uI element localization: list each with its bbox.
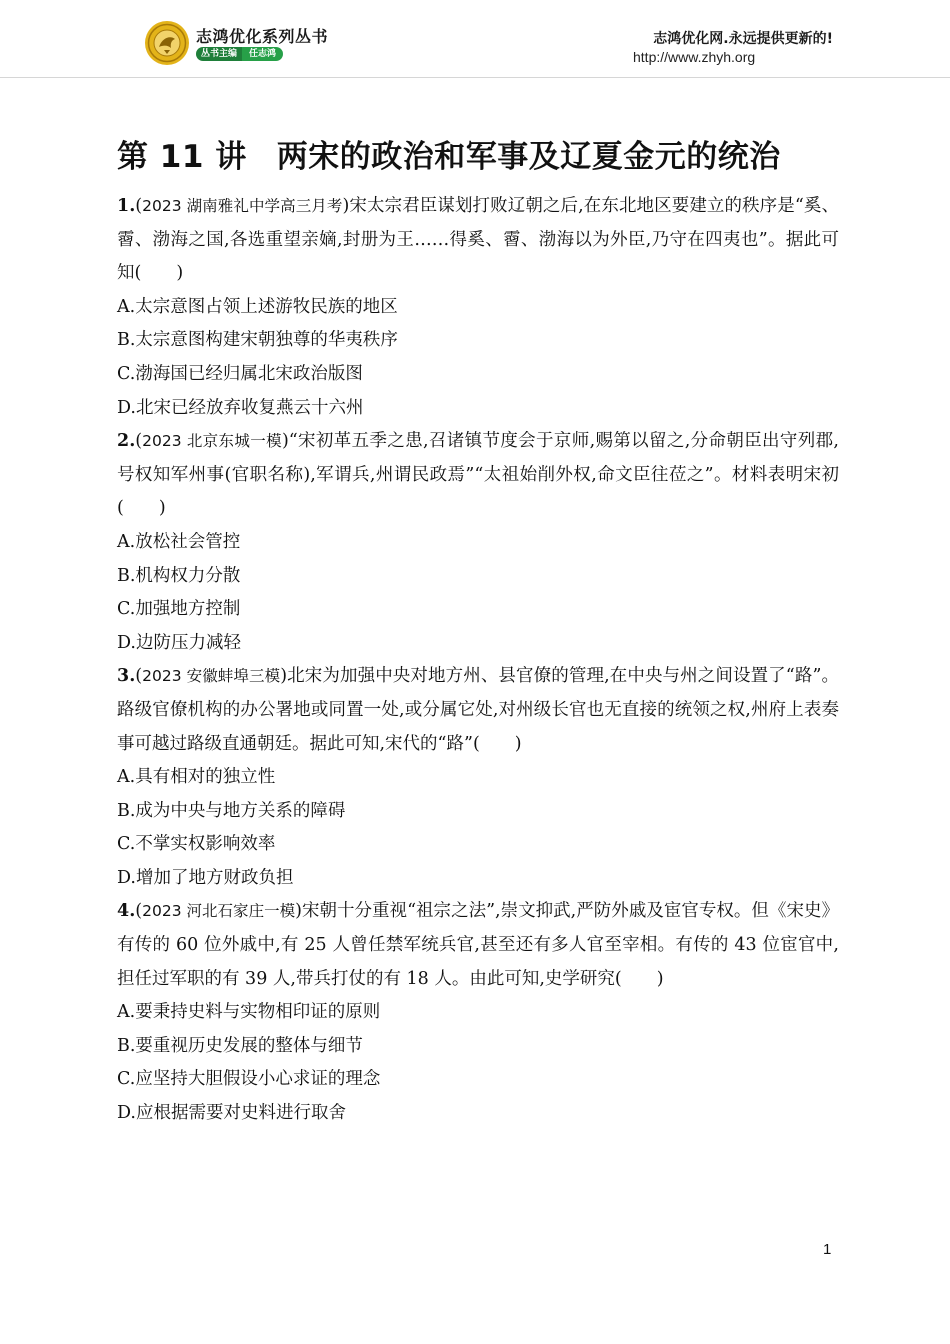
- option-b[interactable]: B.机构权力分散: [117, 565, 241, 586]
- option-c[interactable]: C.应坚持大胆假设小心求证的理念: [117, 1069, 381, 1090]
- question-stem: 1.(2023 湖南雅礼中学高三月考)宋太宗君臣谋划打败辽朝之后,在东北地区要建立的秩序是“奚、霫、渤海之国,各选重望亲嫡,封册为王……得奚、霫、渤海以为外臣,乃守在四夷也”。据此可知( ): [117, 196, 839, 284]
- question-text: 北宋为加强中央对地方州、县官僚的管理,在中央与州之间设置了“路”。路级官僚机构的办公署地或同置一处,或分属它处,对州级长官也无直接的统领之权,州府上表奏事可越过路级直通朝廷。据此可知,宋代的“路”( ): [117, 666, 839, 754]
- option-d[interactable]: D.应根据需要对史料进行取舍: [117, 1103, 346, 1124]
- header-slogan: 志鸿优化网.永远提供更新的!: [653, 31, 833, 47]
- question-text: 宋朝十分重视“祖宗之法”,崇文抑武,严防外戚及宦官专权。但《宋史》有传的 60 位外戚中,有 25 人曾任禁军统兵官,甚至还有多人官至宰相。有传的 43 位宦官中,担任过军职的有 39 人,带兵打仗的有 18 人。由此可知,史学研究( ): [117, 901, 839, 989]
- option-a[interactable]: A.放松社会管控: [117, 531, 241, 552]
- option-d[interactable]: D.边防压力减轻: [117, 632, 241, 653]
- option-c[interactable]: C.加强地方控制: [117, 599, 241, 620]
- option-b[interactable]: B.成为中央与地方关系的障碍: [117, 800, 346, 821]
- question-stem: 3.(2023 安徽蚌埠三模)北宋为加强中央对地方州、县官僚的管理,在中央与州之间设置了“路”。路级官僚机构的办公署地或同置一处,或分属它处,对州级长官也无直接的统领之权,州府上表奏事可越过路级直通朝廷。据此可知,宋代的“路”( ): [117, 666, 839, 754]
- question-number: 4: [117, 901, 130, 922]
- question-number: 3: [117, 666, 130, 687]
- option-a[interactable]: A.具有相对的独立性: [117, 767, 276, 788]
- lesson-number: 第 11 讲: [117, 139, 247, 175]
- header-divider: [0, 77, 950, 78]
- lesson-title: [117, 134, 857, 180]
- question-source: 2023 湖南雅礼中学高三月考: [142, 197, 343, 215]
- option-c[interactable]: C.不掌实权影响效率: [117, 834, 276, 855]
- lesson-topic: 两宋的政治和军事及辽夏金元的统治: [276, 139, 781, 175]
- question-4: [117, 895, 839, 1130]
- question-3: [117, 660, 839, 895]
- question-stem: 4.(2023 河北石家庄一模)宋朝十分重视“祖宗之法”,崇文抑武,严防外戚及宦官专权。但《宋史》有传的 60 位外戚中,有 25 人曾任禁军统兵官,甚至还有多人官至宰相。有传的 43 位宦官中,担任过军职的有 39 人,带兵打仗的有 18 人。由此可知,史学研究( ): [117, 901, 839, 989]
- question-source: 2023 安徽蚌埠三模: [142, 667, 281, 686]
- editor-badge: [196, 47, 283, 61]
- editor-label: 丛书主编: [196, 47, 242, 61]
- publisher-logo-icon: [144, 20, 190, 66]
- option-a[interactable]: A.太宗意图占领上述游牧民族的地区: [117, 296, 398, 317]
- question-list: [117, 190, 839, 1131]
- question-stem: 2.(2023 北京东城一模)“宋初革五季之患,召诸镇节度会于京师,赐第以留之,分命朝臣出守列郡,号权知军州事(官职名称),军谓兵,州谓民政焉”“太祖始削外权,命文臣往莅之”。材料表明宋初( ): [117, 431, 839, 519]
- header-url[interactable]: http://www.zhyh.org: [633, 49, 756, 65]
- question-number: 2: [117, 431, 130, 452]
- page-number: 1: [823, 1241, 832, 1258]
- editor-name: 任志鸿: [242, 47, 283, 61]
- option-d[interactable]: D.北宋已经放弃收复燕云十六州: [117, 397, 364, 418]
- question-source: 2023 北京东城一模: [142, 432, 282, 451]
- question-1: [117, 190, 839, 425]
- option-d[interactable]: D.增加了地方财政负担: [117, 867, 294, 888]
- page-header: [0, 0, 950, 80]
- question-text: “宋初革五季之患,召诸镇节度会于京师,赐第以留之,分命朝臣出守列郡,号权知军州事(官职名称),军谓兵,州谓民政焉”“太祖始削外权,命文臣往莅之”。材料表明宋初( ): [117, 431, 839, 519]
- series-title: 志鸿优化系列丛书: [196, 27, 329, 46]
- option-a[interactable]: A.要秉持史料与实物相印证的原则: [117, 1002, 381, 1023]
- option-b[interactable]: B.要重视历史发展的整体与细节: [117, 1035, 363, 1056]
- question-number: 1: [117, 196, 130, 216]
- question-text: 宋太宗君臣谋划打败辽朝之后,在东北地区要建立的秩序是“奚、霫、渤海之国,各选重望亲嫡,封册为王……得奚、霫、渤海以为外臣,乃守在四夷也”。据此可知( ): [117, 196, 839, 284]
- option-b[interactable]: B.太宗意图构建宋朝独尊的华夷秩序: [117, 330, 398, 351]
- option-c[interactable]: C.渤海国已经归属北宋政治版图: [117, 363, 363, 384]
- question-2: [117, 425, 839, 660]
- question-source: 2023 河北石家庄一模: [142, 902, 296, 921]
